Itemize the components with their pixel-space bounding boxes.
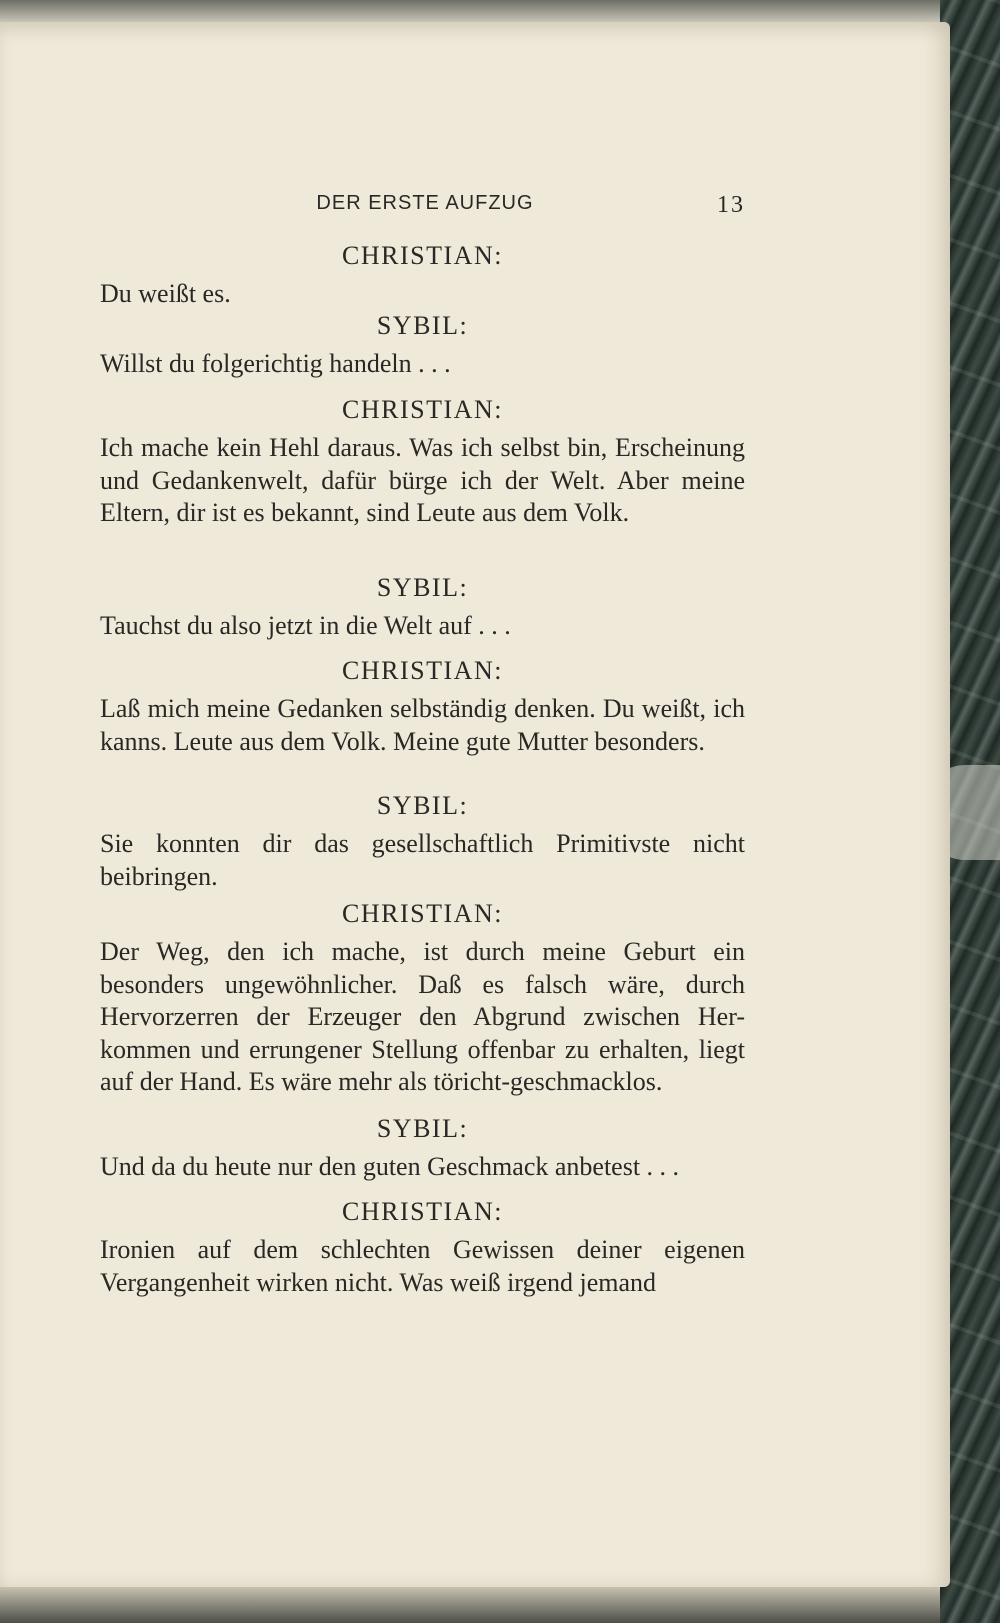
running-title: DER ERSTE AUFZUG bbox=[316, 192, 534, 214]
dialogue-block bbox=[100, 1196, 745, 1299]
speech-text: Der Weg, den ich mache, ist durch meine Geburt ein besonders ungewöhnlicher. Daß es falsch wäre, durch Hervorzerren der Erzeuger den Abgrund zwischen Her-kommen und errungener Stellung offenbar zu erhalten, liegt auf der Hand. Es wäre mehr als töricht-geschmacklos. bbox=[100, 937, 745, 1096]
dialogue-block bbox=[100, 240, 745, 311]
speaker-name: SYBIL: bbox=[376, 573, 469, 602]
speaker-name: SYBIL: bbox=[376, 1114, 469, 1143]
dialogue-block bbox=[100, 572, 745, 643]
speaker-name: CHRISTIAN: bbox=[342, 899, 503, 928]
speech-text: Sie konnten dir das gesellschaftlich Primitivste nicht beibringen. bbox=[100, 829, 745, 891]
speech-text: Willst du folgerichtig handeln . . . bbox=[100, 349, 451, 378]
dialogue-block bbox=[100, 310, 745, 381]
speech-text: Tauchst du also jetzt in die Welt auf . . . bbox=[100, 611, 511, 640]
speaker-name: CHRISTIAN: bbox=[342, 656, 503, 685]
dialogue-block bbox=[100, 790, 745, 893]
speech-text: Ich mache kein Hehl daraus. Was ich selbst bin, Erscheinung und Gedankenwelt, dafür bürge ich der Welt. Aber meine Eltern, dir ist es bekannt, sind Leute aus dem Volk. bbox=[100, 433, 745, 527]
speaker-name: CHRISTIAN: bbox=[342, 1197, 503, 1226]
dialogue-block bbox=[100, 1113, 745, 1184]
dialogue-block bbox=[100, 655, 745, 758]
speech-text: Und da du heute nur den guten Geschmack anbetest . . . bbox=[100, 1152, 680, 1181]
dialogue-block bbox=[100, 898, 745, 1099]
dialogue-block bbox=[100, 394, 745, 530]
speech-text: Du weißt es. bbox=[100, 279, 231, 308]
page-number: 13 bbox=[717, 192, 745, 218]
speaker-name: CHRISTIAN: bbox=[342, 395, 503, 424]
running-head bbox=[100, 192, 745, 222]
speech-text: Ironien auf dem schlechten Gewissen deiner eigenen Vergangenheit wirken nicht. Was weiß irgend jemand bbox=[100, 1235, 745, 1297]
speaker-name: SYBIL: bbox=[376, 311, 469, 340]
top-page-edge bbox=[0, 0, 940, 22]
bottom-page-edge bbox=[0, 1582, 940, 1623]
speaker-name: CHRISTIAN: bbox=[342, 241, 503, 270]
speaker-name: SYBIL: bbox=[376, 791, 469, 820]
speech-text: Laß mich meine Gedanken selbständig denken. Du weißt, ich kanns. Leute aus dem Volk. Meine gute Mutter besonders. bbox=[100, 694, 745, 756]
